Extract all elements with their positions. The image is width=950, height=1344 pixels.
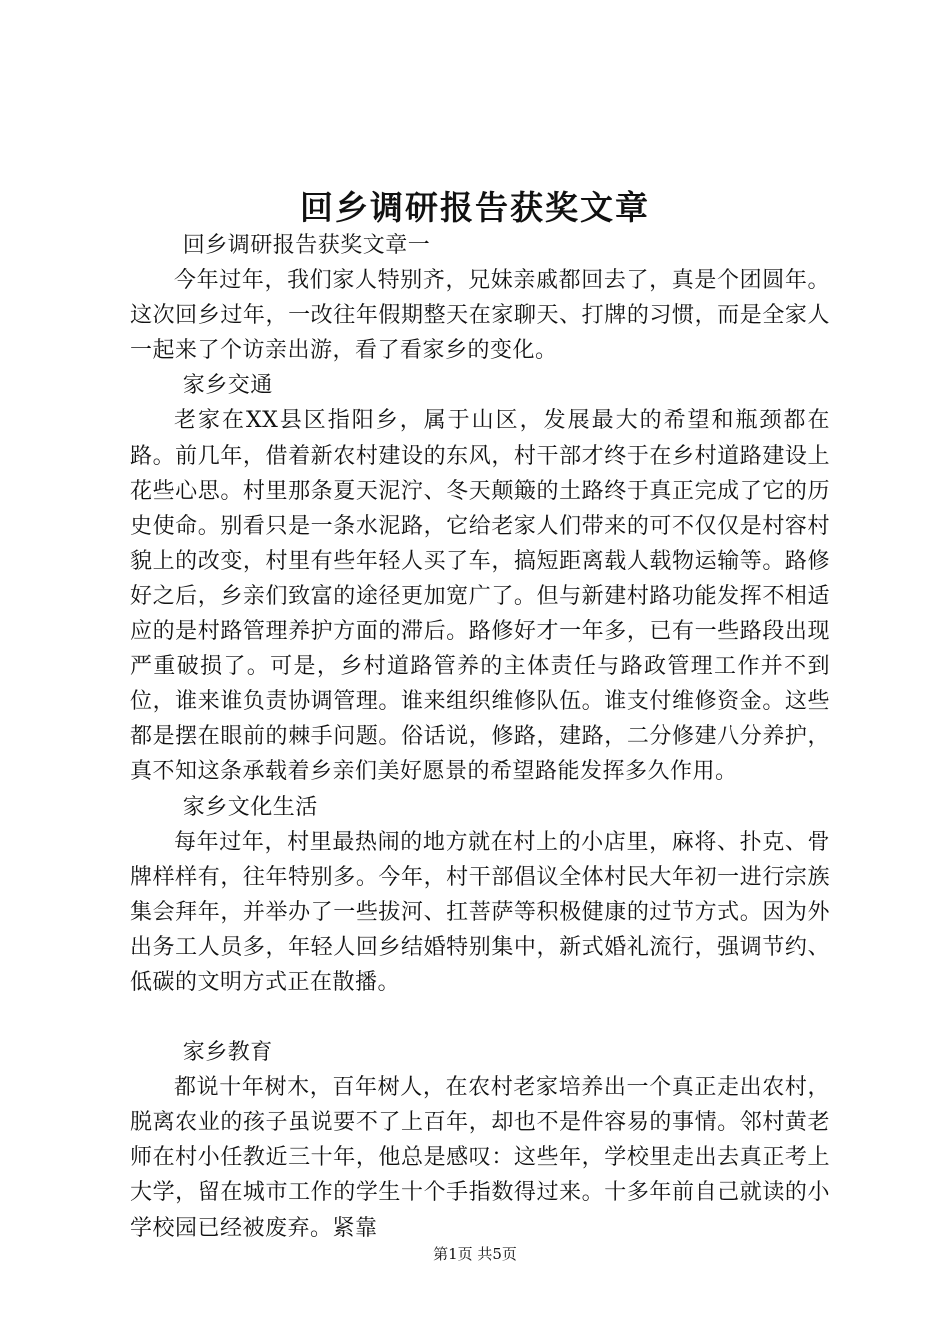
page-footer: 第1页 共5页 — [433, 1245, 517, 1263]
section-heading-transport: 家乡交通 — [182, 373, 273, 399]
transport-paragraph: 老家在XX县区指阳乡，属于山区，发展最大的希望和瓶颈都在路。前几年，借着新农村建设的东风，村干部才终于在乡村道路建设上花些心思。村里那条夏天泥泞、冬天颠簸的土路终于真正完成了它的历史使命。别看只是一条水泥路，它给老家人们带来的可不仅仅是村容村貌上的改变，村里有些年轻人买了车，搞短距离载人载物运输等。路修好之后，乡亲们致富的途径更加宽广了。但与新建村路功能发挥不相适应的是村路管理养护方面的滞后。路修好才一年多，已有一些路段出现严重破损了。可是，乡村道路管养的主体责任与路政管理工作并不到位，谁来谁负责协调管理。谁来组织维修队伍。谁支付维修资金。这些都是摆在眼前的棘手问题。俗话说，修路，建路，二分修建八分养护，真不知这条承载着乡亲们美好愿景的希望路能发挥多久作用。 — [130, 408, 830, 785]
section-heading-education: 家乡教育 — [182, 1040, 273, 1066]
intro-paragraph: 今年过年，我们家人特别齐，兄妹亲戚都回去了，真是个团圆年。这次回乡过年，一改往年假期整天在家聊天、打牌的习惯，而是全家人一起来了个访亲出游，看了看家乡的变化。 — [130, 268, 830, 364]
document-body — [130, 228, 830, 1246]
culture-paragraph: 每年过年，村里最热闹的地方就在村上的小店里，麻将、扑克、骨牌样样有，往年特别多。今年，村干部倡议全体村民大年初一进行宗族集会拜年，并举办了一些拔河、扛菩萨等积极健康的过节方式。因为外出务工人员多，年轻人回乡结婚特别集中，新式婚礼流行，强调节约、低碳的文明方式正在散播。 — [130, 829, 830, 995]
document-title: 回乡调研报告获奖文章 — [300, 188, 650, 227]
education-paragraph: 都说十年树木，百年树人，在农村老家培养出一个真正走出农村，脱离农业的孩子虽说要不了上百年，却也不是件容易的事情。邻村黄老师在村小任教近三十年，他总是感叹：这些年，学校里走出去真正考上大学，留在城市工作的学生十个手指数得过来。十多年前自己就读的小学校园已经被废弃。紧靠 — [130, 1075, 830, 1241]
section-heading-culture: 家乡文化生活 — [182, 794, 318, 820]
subtitle-paragraph: 回乡调研报告获奖文章一 — [182, 233, 431, 258]
